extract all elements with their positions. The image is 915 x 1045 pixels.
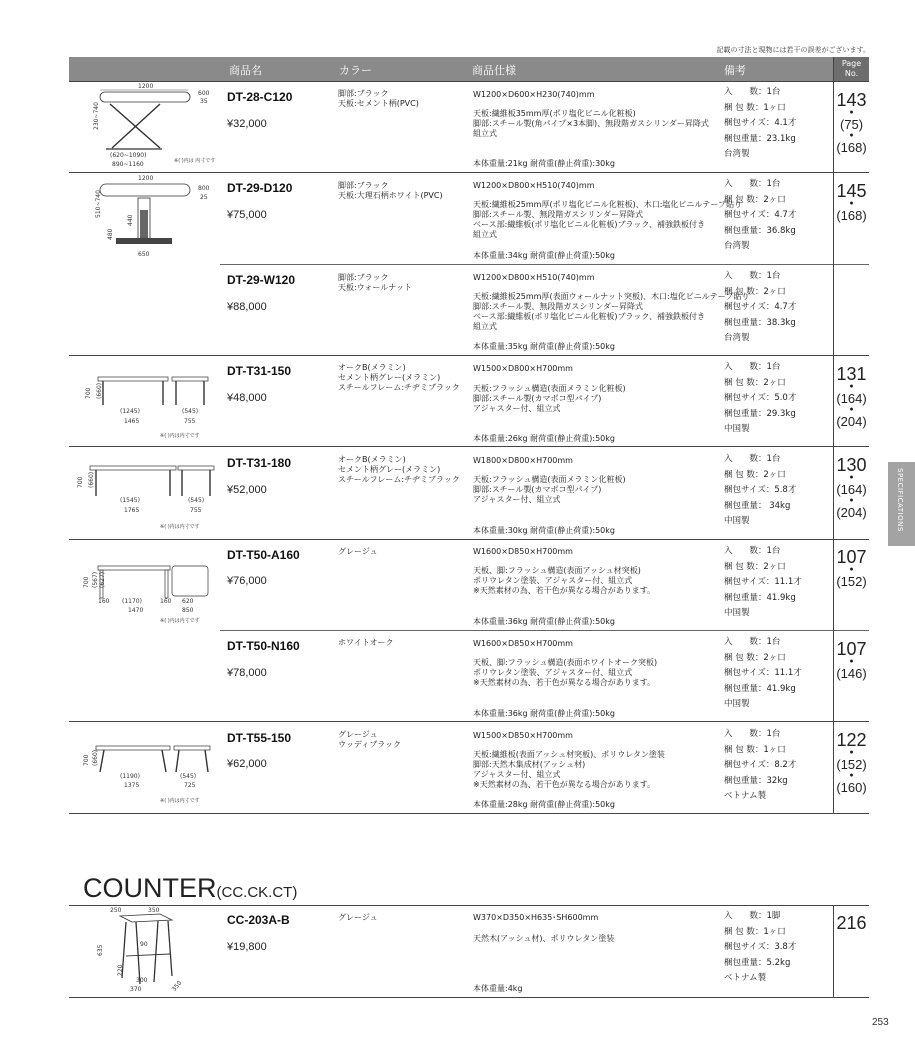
svg-text:350: 350 (170, 979, 184, 993)
product-color: 脚部:ブラック 天板:大理石柄ホワイト(PVC) (338, 181, 443, 200)
svg-text:480: 480 (107, 228, 114, 240)
product-size: W1200×D800×H510(740)mm (473, 181, 595, 190)
page-refs: 216 (836, 913, 867, 933)
svg-text:650: 650 (138, 251, 150, 258)
svg-text:(660): (660) (92, 749, 99, 766)
product-code: DT-29-W120 (227, 273, 296, 287)
product-spec: 天板:フラッシュ構造(表面メラミン化粧板) 脚部:スチール製(カマボコ型パイプ) アジャスター付、組立式 (473, 475, 626, 504)
product-spec: 天板:繊維板25mm厚(ポリ塩化ビニル化粧板)、木口:塩化ビニルテープ貼り 脚部:スチール製、無段階ガスシリンダー昇降式 ベース部:繊維板(ポリ塩化ビニル化粧板)ブラック、補強鉄板付き 組立式 (473, 200, 742, 239)
product-spec: 天板:繊維板35mm厚(ポリ塩化ビニル化粧板) 脚部:スチール製(角パイプ×3本脚)、無段階ガスシリンダー昇降式 組立式 (473, 109, 709, 138)
page-refs: 145 ● (168) (836, 181, 867, 223)
svg-text:35: 35 (200, 98, 208, 105)
svg-text:(567): (567) (92, 571, 99, 588)
product-remarks: 入 数：1台 梱 包 数：2ヶ口 梱包サイズ：4.7才 梱包重量：38.3kg 台湾製 (724, 271, 797, 343)
product-spec: 天板:繊維板(表面アッシュ材突板)、ポリウレタン塗装 脚部:天然木集成材(アッシュ材) アジャスター付、組立式 ※天然素材の為、若干色が異なる場合があります。 (473, 750, 665, 789)
svg-text:※( )内は内寸です: ※( )内は内寸です (160, 798, 200, 804)
group-divider (69, 355, 869, 356)
svg-text:※( )内は 内寸です: ※( )内は 内寸です (174, 158, 216, 164)
svg-text:890~1160: 890~1160 (112, 161, 144, 168)
product-color: グレージュ (338, 913, 378, 922)
product-spec: 天板、脚:フラッシュ構造(表面ホワイトオーク突板) ポリウレタン塗装、アジャスター付、組立式 ※天然素材の為、若干色が異なる場合があります。 (473, 658, 658, 687)
svg-text:(660): (660) (96, 382, 103, 399)
svg-text:850: 850 (182, 607, 194, 614)
svg-text:(1190): (1190) (120, 773, 140, 780)
product-price: ¥62,000 (227, 758, 267, 770)
svg-text:※( )内は内寸です: ※( )内は内寸です (160, 433, 200, 439)
product-price: ¥32,000 (227, 118, 267, 130)
diagram-dt-t31-180 (72, 456, 222, 536)
product-remarks: 入 数：1台 梱 包 数：1ヶ口 梱包サイズ：4.1才 梱包重量：23.1kg 台湾製 (724, 87, 797, 159)
product-size: W1800×D800×H700mm (473, 456, 573, 465)
product-spec: 天板:フラッシュ構造(表面メラミン化粧板) 脚部:スチール製(カマボコ型パイプ) アジャスター付、組立式 (473, 384, 626, 413)
page-refs: 131 ● (164) ● (204) (836, 364, 867, 429)
svg-text:(545): (545) (188, 497, 205, 504)
product-weight: 本体重量:30kg 耐荷重(静止荷重):50kg (473, 526, 615, 535)
product-code: DT-29-D120 (227, 181, 293, 195)
product-spec: 天板:繊維板25mm厚(表面ウォールナット突板)、木口:塩化ビニルテープ貼り 脚部:スチール製、無段階ガスシリンダー昇降式 ベース部:繊維板(ポリ塩化ビニル化粧板)ブラック、補強鉄板付き 組立式 (473, 292, 750, 331)
product-weight: 本体重量:4kg (473, 984, 523, 993)
svg-text:(545): (545) (180, 773, 197, 780)
diagram-dt-t55 (72, 738, 222, 810)
product-remarks: 入 数：1台 梱 包 数：2ヶ口 梱包サイズ：5.0才 梱包重量：29.3kg 中国製 (724, 362, 797, 434)
svg-text:755: 755 (190, 507, 202, 514)
product-size: W1200×D600×H230(740)mm (473, 90, 595, 99)
svg-text:440: 440 (127, 214, 134, 226)
row-divider (220, 630, 869, 631)
svg-text:1765: 1765 (124, 507, 140, 514)
svg-text:700: 700 (83, 754, 90, 766)
dimension-note: 記載の寸法と現物には若干の誤差がございます。 (716, 46, 870, 54)
section-title-counter: COUNTER(CC.CK.CT) (83, 873, 298, 903)
header-spec: 商品仕様 (472, 64, 516, 77)
row-divider (220, 264, 869, 265)
product-remarks: 入 数：1台 梱 包 数：2ヶ口 梱包サイズ：11.1才 梱包重量：41.9kg 中国製 (724, 637, 802, 709)
product-remarks: 入 数：1台 梱 包 数：1ヶ口 梱包サイズ：8.2才 梱包重量：32kg ベトナム製 (724, 729, 797, 801)
product-weight: 本体重量:36kg 耐荷重(静止荷重):50kg (473, 709, 615, 718)
product-color: ホワイトオーク (338, 638, 394, 647)
svg-text:(620~1090): (620~1090) (110, 152, 147, 159)
product-remarks: 入 数：1台 梱 包 数：2ヶ口 梱包サイズ：11.1才 梱包重量：41.9kg 中国製 (724, 546, 802, 618)
page-column-line (833, 57, 834, 814)
product-code: DT-T50-N160 (227, 639, 300, 653)
svg-text:370: 370 (130, 986, 142, 993)
svg-text:※( )内は内寸です: ※( )内は内寸です (160, 618, 200, 624)
svg-text:755: 755 (184, 418, 196, 425)
svg-text:1200: 1200 (138, 175, 154, 182)
group-divider (69, 446, 869, 447)
svg-text:300: 300 (136, 977, 148, 984)
product-code: CC-203A-B (227, 913, 290, 927)
product-code: DT-T55-150 (227, 731, 292, 745)
product-size: W1500×D850×H700mm (473, 731, 573, 740)
svg-text:160: 160 (98, 598, 110, 605)
product-weight: 本体重量:34kg 耐荷重(静止荷重):50kg (473, 251, 615, 260)
svg-text:700: 700 (77, 476, 84, 488)
product-size: W1600×D850×H700mm (473, 547, 573, 556)
svg-text:510~740: 510~740 (95, 190, 102, 218)
svg-text:620: 620 (182, 598, 194, 605)
product-weight: 本体重量:35kg 耐荷重(静止荷重):50kg (473, 342, 615, 351)
svg-text:350: 350 (148, 907, 160, 914)
svg-text:1375: 1375 (124, 782, 140, 789)
svg-text:(545): (545) (182, 408, 199, 415)
header-remarks: 備考 (724, 64, 746, 77)
svg-text:(660): (660) (88, 471, 95, 488)
specifications-tab[interactable]: SPECIFICATIONS (888, 462, 915, 546)
svg-text:1465: 1465 (124, 418, 140, 425)
diagram-dt-t50 (72, 556, 222, 628)
product-price: ¥48,000 (227, 392, 267, 404)
header-name: 商品名 (229, 64, 262, 77)
product-color: グレージュ (338, 547, 378, 556)
group-divider (69, 813, 869, 814)
product-color: グレージュ ウッディブラック (338, 730, 402, 749)
product-color: オークB(メラミン) セメント柄グレー(メラミン) スチールフレーム:チヂミブラック (338, 363, 460, 392)
product-color: オークB(メラミン) セメント柄グレー(メラミン) スチールフレーム:チヂミブラック (338, 455, 460, 484)
product-weight: 本体重量:21kg 耐荷重(静止荷重):30kg (473, 159, 615, 168)
product-price: ¥76,000 (227, 575, 267, 587)
product-size: W1600×D850×H700mm (473, 639, 573, 648)
svg-text:725: 725 (184, 782, 196, 789)
product-price: ¥75,000 (227, 209, 267, 221)
svg-text:(1245): (1245) (120, 408, 140, 415)
svg-text:800: 800 (198, 185, 210, 192)
header-page-no: Page No. (834, 57, 869, 81)
product-size: W1200×D800×H510(740)mm (473, 273, 595, 282)
diagram-dt-t31-150 (72, 365, 222, 443)
svg-text:220: 220 (117, 964, 124, 976)
page-refs: 107 ● (152) (836, 547, 867, 589)
product-weight: 本体重量:26kg 耐荷重(静止荷重):50kg (473, 434, 615, 443)
product-color: 脚部:ブラック 天板:セメント柄(PVC) (338, 89, 419, 108)
product-color: 脚部:ブラック 天板:ウォールナット (338, 273, 413, 292)
table-header (69, 57, 869, 81)
product-size: W1500×D800×H700mm (473, 364, 573, 373)
product-code: DT-T50-A160 (227, 548, 300, 562)
page-refs: 143 ● (75) ● (168) (836, 90, 867, 155)
product-spec: 天然木(アッシュ材)、ポリウレタン塗装 (473, 934, 615, 943)
svg-text:(627): (627) (99, 571, 106, 588)
svg-text:※( )内は内寸です: ※( )内は内寸です (160, 524, 200, 530)
svg-text:160: 160 (160, 598, 172, 605)
svg-text:600: 600 (198, 90, 210, 97)
diagram-dt-28 (72, 82, 222, 172)
svg-text:250: 250 (110, 907, 122, 914)
product-weight: 本体重量:36kg 耐荷重(静止荷重):50kg (473, 617, 615, 626)
svg-text:(1545): (1545) (120, 497, 140, 504)
product-weight: 本体重量:28kg 耐荷重(静止荷重):50kg (473, 800, 615, 809)
product-price: ¥88,000 (227, 301, 267, 313)
svg-text:635: 635 (97, 944, 104, 956)
svg-text:25: 25 (200, 194, 208, 201)
product-code: DT-T31-180 (227, 456, 292, 470)
product-remarks: 入 数：1脚 梱 包 数：1ヶ口 梱包サイズ：3.8才 梱包重量：5.2kg ベトナム製 (724, 911, 797, 983)
svg-text:(1170): (1170) (122, 598, 142, 605)
diagram-cc-203 (72, 904, 222, 994)
product-remarks: 入 数：1台 梱 包 数：2ヶ口 梱包サイズ：4.7才 梱包重量：36.8kg 台湾製 (724, 179, 797, 251)
product-price: ¥78,000 (227, 667, 267, 679)
group-divider (69, 172, 869, 173)
svg-text:1200: 1200 (138, 83, 154, 90)
product-code: DT-28-C120 (227, 90, 293, 104)
page-refs: 130 ● (164) ● (204) (836, 455, 867, 520)
diagram-dt-29 (72, 174, 222, 262)
product-size: W370×D350×H635･SH600mm (473, 913, 599, 922)
page-refs: 107 ● (146) (836, 639, 867, 681)
page-number: 253 (872, 1017, 889, 1028)
svg-text:1470: 1470 (128, 607, 144, 614)
svg-text:230~740: 230~740 (93, 102, 100, 130)
svg-text:90: 90 (140, 941, 148, 948)
product-price: ¥19,800 (227, 941, 267, 953)
product-code: DT-T31-150 (227, 364, 292, 378)
group-divider (69, 997, 869, 998)
group-divider (69, 721, 869, 722)
group-divider (69, 539, 869, 540)
product-price: ¥52,000 (227, 484, 267, 496)
page-refs: 122 ● (152) ● (160) (836, 730, 867, 795)
product-spec: 天板、脚:フラッシュ構造(表面アッシュ材突板) ポリウレタン塗装、アジャスター付、組立式 ※天然素材の為、若干色が異なる場合があります。 (473, 566, 656, 595)
product-remarks: 入 数：1台 梱 包 数：2ヶ口 梱包サイズ：5.8才 梱包重量： 34kg 中国製 (724, 454, 797, 526)
header-color: カラー (339, 64, 372, 77)
svg-text:700: 700 (85, 387, 92, 399)
svg-text:700: 700 (83, 576, 90, 588)
